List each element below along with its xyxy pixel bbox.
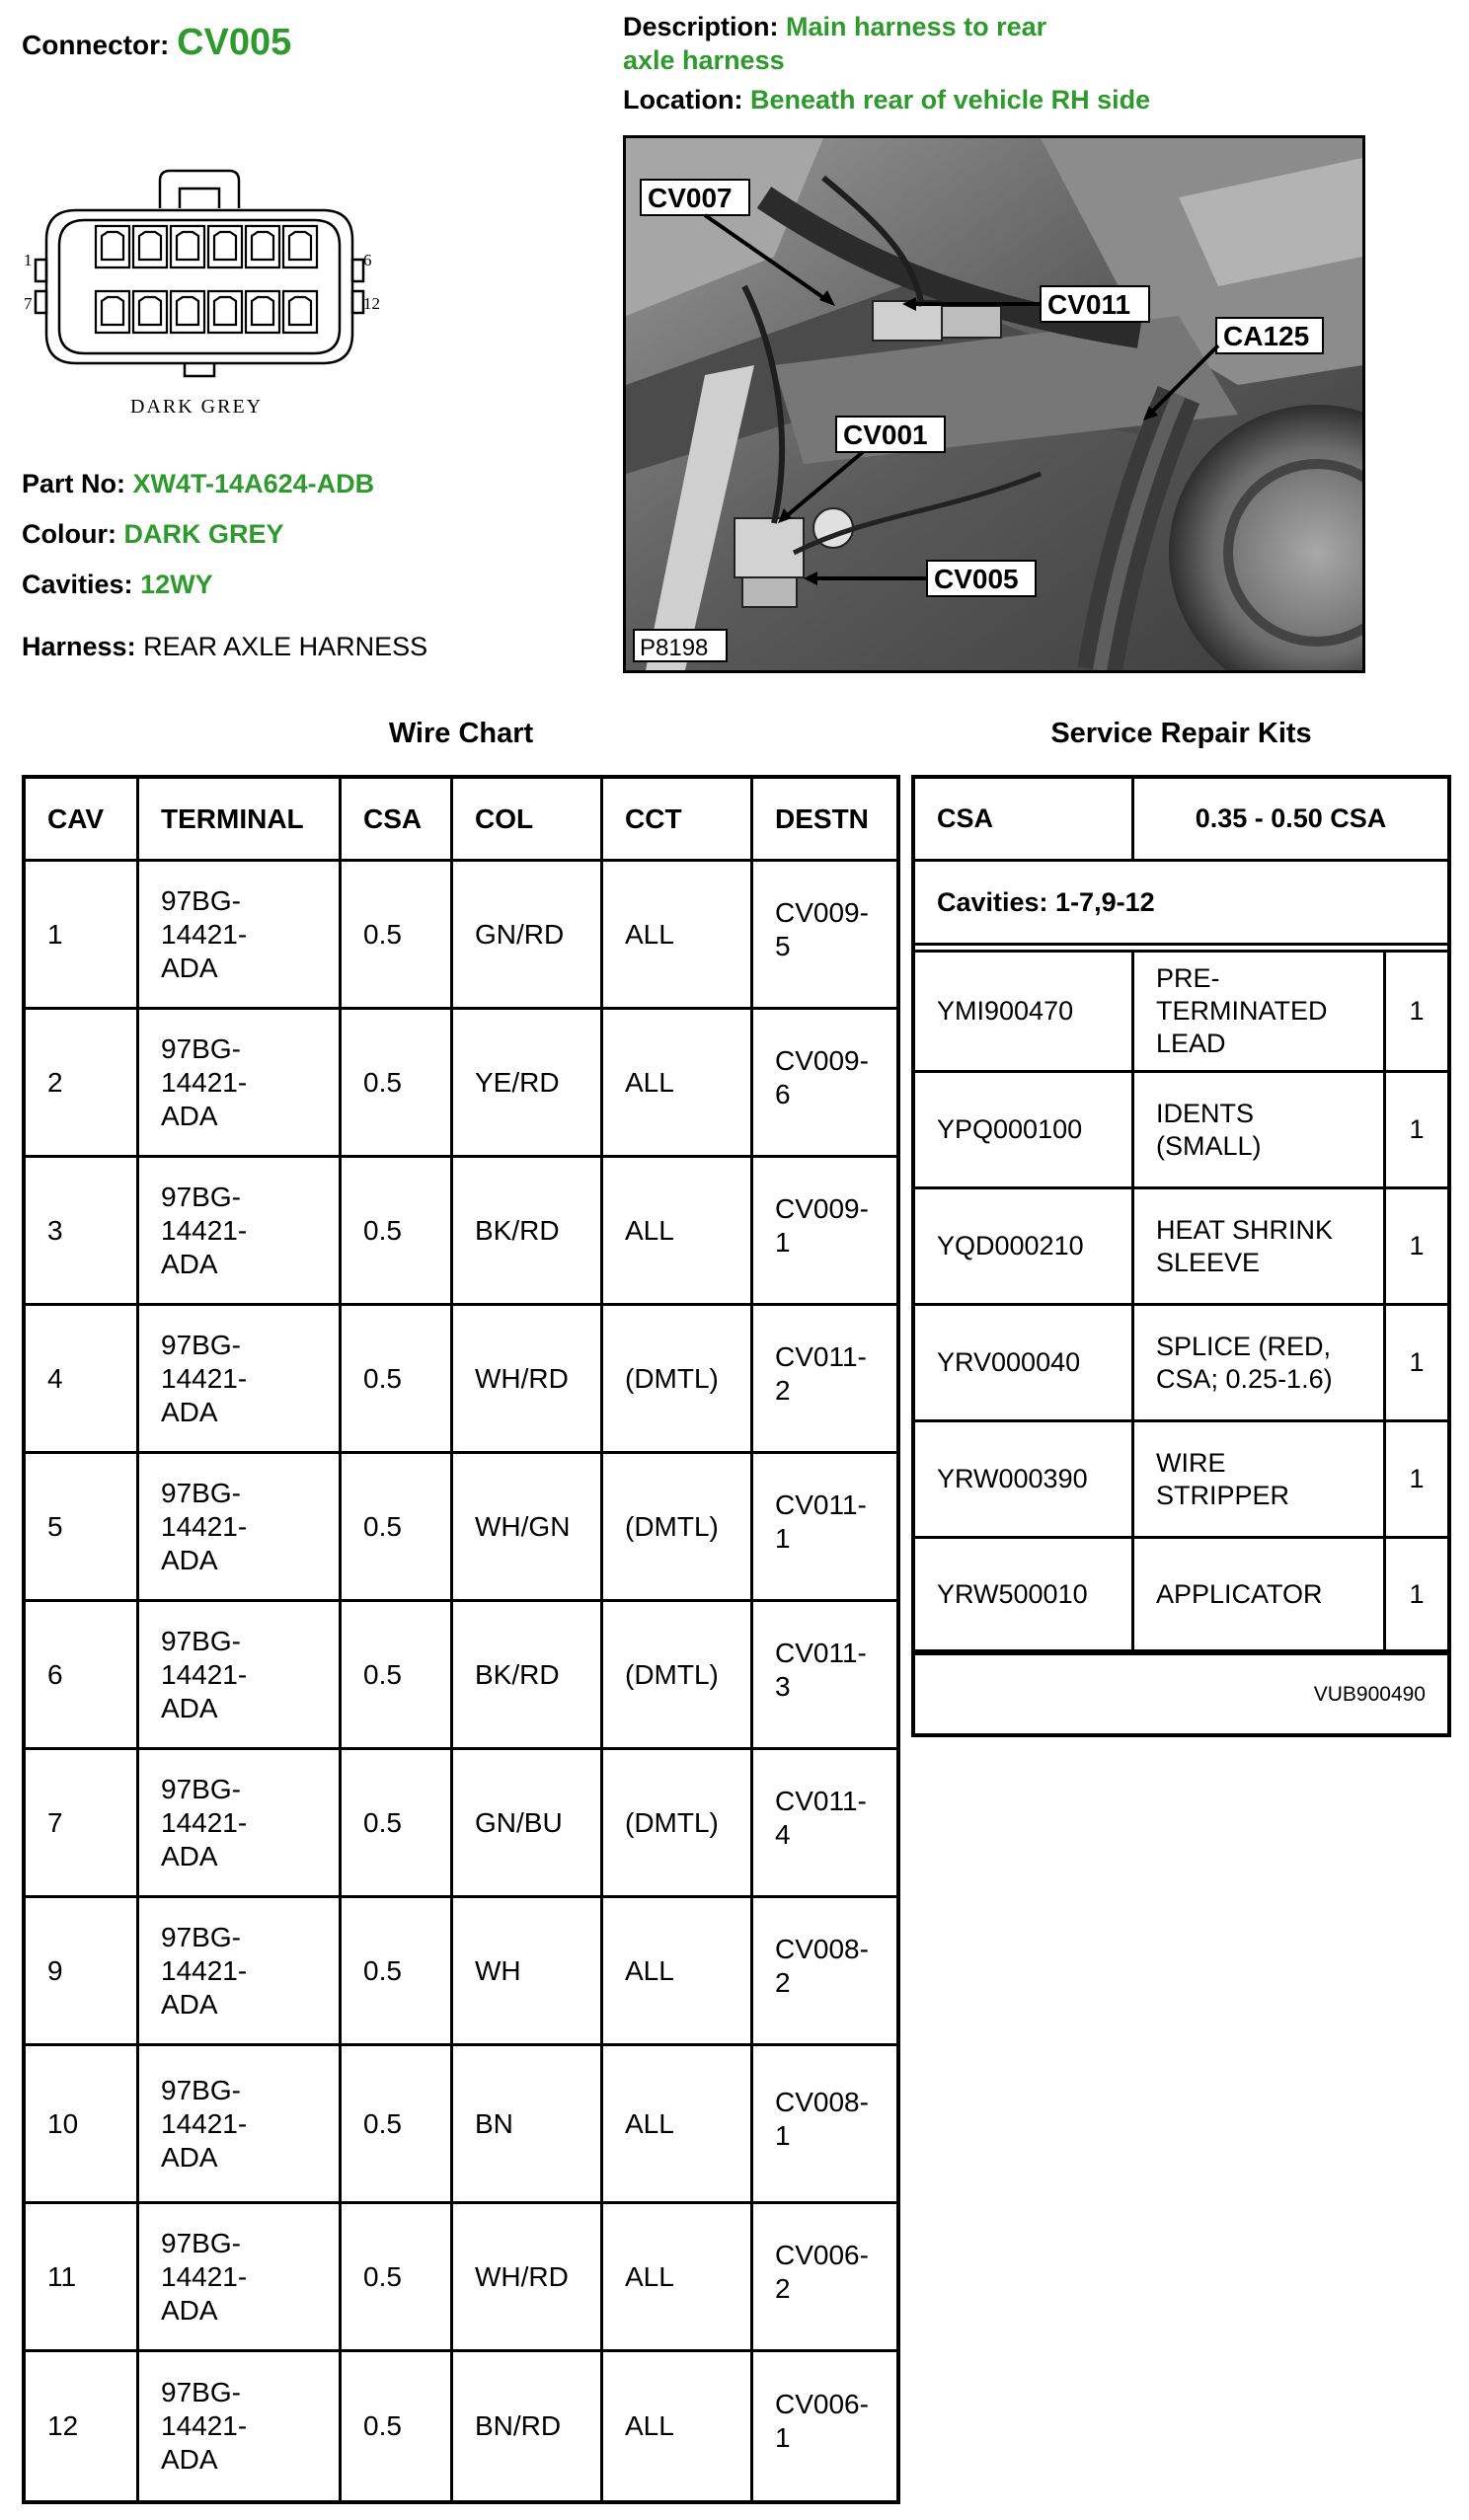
kit-name — [1134, 1189, 1386, 1306]
kit-name-line: SPLICE (RED, — [1156, 1331, 1332, 1361]
connector-cavity — [246, 226, 279, 267]
cell-terminal-line: ADA — [161, 1840, 218, 1871]
cell-terminal-line: 97BG- — [161, 1329, 241, 1360]
cell-cct: (DMTL) — [603, 1454, 753, 1602]
connector-cavity — [208, 226, 242, 267]
callout-cv011: CV011 — [1047, 289, 1131, 320]
wire-chart-row — [26, 1158, 896, 1306]
kit-name-line: TERMINATED — [1156, 996, 1328, 1026]
cell-terminal-line: ADA — [161, 1100, 218, 1131]
cell-terminal-line: 14421- — [161, 1954, 248, 1986]
kits-header-row — [915, 779, 1447, 862]
cell-destn-line: 1 — [775, 2119, 791, 2151]
part-no-label: Part No: — [22, 469, 126, 498]
wire-chart-row — [26, 1750, 896, 1898]
cell-terminal — [139, 1750, 342, 1898]
wire-chart-row — [26, 2046, 896, 2204]
cavities-label: Cavities: — [22, 570, 133, 599]
cell-terminal-line: 14421- — [161, 2107, 248, 2139]
cell-csa: 0.5 — [342, 1898, 453, 2046]
col-header-cct: CCT — [603, 779, 753, 862]
cell-cav: 11 — [26, 2204, 139, 2352]
kit-code: YQD000210 — [915, 1189, 1134, 1306]
connector-id: CV005 — [177, 22, 292, 63]
cell-terminal-line: 14421- — [161, 1510, 248, 1542]
cell-cct: ALL — [603, 862, 753, 1010]
cell-col: GN/BU — [453, 1750, 603, 1898]
cell-cav: 2 — [26, 1010, 139, 1158]
cell-destn-line: 4 — [775, 1818, 791, 1850]
kit-qty: 1 — [1386, 1306, 1447, 1422]
cell-cav: 12 — [26, 2352, 139, 2500]
cell-cav: 6 — [26, 1602, 139, 1750]
kit-qty: 1 — [1386, 1539, 1447, 1652]
connector-face-diagram — [22, 161, 407, 427]
description-text-1: Main harness to rear — [786, 12, 1047, 41]
kit-code: YRW500010 — [915, 1539, 1134, 1652]
cell-col: YE/RD — [453, 1010, 603, 1158]
cell-terminal-line: 97BG- — [161, 1773, 241, 1804]
wire-chart-row — [26, 2352, 896, 2500]
colour-line — [22, 519, 284, 550]
cell-destn — [753, 1010, 896, 1158]
kit-name-line: APPLICATOR — [1156, 1578, 1323, 1609]
wire-chart-header-row — [26, 779, 896, 862]
cell-terminal-line: ADA — [161, 2294, 218, 2326]
kit-ref: VUB900490 — [915, 1652, 1447, 1733]
wire-chart-row — [26, 1306, 896, 1454]
harness-line — [22, 632, 427, 662]
repair-kits-title: Service Repair Kits — [1050, 718, 1312, 749]
cell-terminal-line: 97BG- — [161, 884, 241, 916]
cell-terminal-line: 14421- — [161, 1214, 248, 1246]
cell-cct: ALL — [603, 1158, 753, 1306]
cell-cct: ALL — [603, 2204, 753, 2352]
cell-destn — [753, 1602, 896, 1750]
cell-terminal-line: 14421- — [161, 1806, 248, 1838]
kit-qty: 1 — [1386, 1073, 1447, 1189]
wire-chart-row — [26, 1010, 896, 1158]
connector-cavity — [96, 226, 129, 267]
cell-csa: 0.5 — [342, 862, 453, 1010]
cell-terminal-line: ADA — [161, 1396, 218, 1427]
col-header-csa: CSA — [342, 779, 453, 862]
callout-cv001: CV001 — [843, 420, 928, 450]
cell-terminal — [139, 1158, 342, 1306]
cell-destn-line: CV011- — [775, 1489, 867, 1520]
cell-terminal-line: ADA — [161, 1544, 218, 1575]
kit-name-line: PRE- — [1156, 963, 1220, 993]
cell-destn-line: 1 — [775, 2422, 791, 2453]
col-header-col: COL — [453, 779, 603, 862]
pin-label-7: 7 — [24, 294, 33, 313]
cell-destn-line: 5 — [775, 930, 791, 961]
cell-terminal-line: 97BG- — [161, 1477, 241, 1508]
kit-name-line: (SMALL) — [1156, 1130, 1262, 1161]
cell-cav: 4 — [26, 1306, 139, 1454]
cell-col: BN/RD — [453, 2352, 603, 2500]
cell-destn — [753, 1898, 896, 2046]
cell-terminal — [139, 2046, 342, 2204]
cell-csa: 0.5 — [342, 1750, 453, 1898]
cell-cct: ALL — [603, 2046, 753, 2204]
cell-destn-line: CV006- — [775, 2239, 869, 2270]
wire-chart-row — [26, 1602, 896, 1750]
description — [623, 10, 1176, 77]
cell-destn-line: 2 — [775, 1374, 791, 1406]
cell-destn-line: CV008- — [775, 2086, 869, 2117]
kit-qty: 1 — [1386, 953, 1447, 1073]
cell-terminal-line: 97BG- — [161, 2377, 241, 2407]
kit-name-line: IDENTS — [1156, 1098, 1255, 1128]
cell-col: BN — [453, 2046, 603, 2204]
pin-label-6: 6 — [363, 251, 372, 269]
cell-terminal-line: ADA — [161, 2444, 218, 2475]
cell-terminal-line: 14421- — [161, 2260, 248, 2292]
kits-csa-range: 0.35 - 0.50 CSA — [1134, 779, 1447, 862]
cell-terminal — [139, 2352, 342, 2500]
connector-cavity — [171, 291, 204, 333]
cell-terminal — [139, 1602, 342, 1750]
cell-destn-line: CV009- — [775, 1192, 869, 1224]
kit-qty: 1 — [1386, 1189, 1447, 1306]
cell-destn — [753, 2352, 896, 2500]
kit-name — [1134, 1306, 1386, 1422]
col-header-terminal: TERMINAL — [139, 779, 342, 862]
kits-csa-label: CSA — [915, 779, 1134, 862]
cell-terminal-line: 97BG- — [161, 1181, 241, 1212]
kits-cavities-row — [915, 862, 1447, 943]
kit-name — [1134, 953, 1386, 1073]
cell-cav: 9 — [26, 1898, 139, 2046]
cell-csa: 0.5 — [342, 2204, 453, 2352]
connector-cavity — [283, 226, 317, 267]
cell-terminal — [139, 862, 342, 1010]
cell-destn-line: 1 — [775, 1522, 791, 1554]
connector-cavity — [133, 226, 167, 267]
cell-col: WH/GN — [453, 1454, 603, 1602]
cell-terminal-line: 97BG- — [161, 2227, 241, 2258]
wire-chart-row — [26, 1898, 896, 2046]
cell-cav: 1 — [26, 862, 139, 1010]
cell-destn — [753, 2204, 896, 2352]
cell-destn — [753, 2046, 896, 2204]
cell-destn-line: CV009- — [775, 1044, 869, 1076]
kit-code: YPQ000100 — [915, 1073, 1134, 1189]
colour-label: Colour: — [22, 519, 116, 549]
cell-csa: 0.5 — [342, 2352, 453, 2500]
cell-destn — [753, 1454, 896, 1602]
cell-terminal-line: 97BG- — [161, 1921, 241, 1952]
cell-terminal-line: 14421- — [161, 918, 248, 950]
pin-label-1: 1 — [24, 251, 33, 269]
kit-name — [1134, 1422, 1386, 1539]
kit-name-line: SLEEVE — [1156, 1247, 1261, 1277]
wire-chart-title: Wire Chart — [388, 718, 534, 749]
kit-name-line: CSA; 0.25-1.6) — [1156, 1363, 1333, 1394]
cell-cct: (DMTL) — [603, 1750, 753, 1898]
kit-name — [1134, 1073, 1386, 1189]
cell-destn-line: CV011- — [775, 1785, 867, 1816]
cell-terminal-line: 97BG- — [161, 2074, 241, 2105]
kit-name — [1134, 1539, 1386, 1652]
wire-chart-table — [22, 775, 900, 2504]
cell-cct: (DMTL) — [603, 1306, 753, 1454]
cell-cav: 10 — [26, 2046, 139, 2204]
cell-col: BK/RD — [453, 1602, 603, 1750]
cell-terminal-line: 14421- — [161, 1066, 248, 1098]
cell-destn — [753, 1158, 896, 1306]
cell-terminal-line: 14421- — [161, 2410, 248, 2441]
cell-destn — [753, 1750, 896, 1898]
cell-cct: ALL — [603, 1898, 753, 2046]
cell-csa: 0.5 — [342, 1602, 453, 1750]
kit-row — [915, 1306, 1447, 1422]
pin-label-12: 12 — [363, 294, 380, 313]
connector-cavity — [208, 291, 242, 333]
cell-destn-line: CV009- — [775, 896, 869, 928]
cell-terminal-line: 14421- — [161, 1362, 248, 1394]
kit-row — [915, 1422, 1447, 1539]
kit-name-line: HEAT SHRINK — [1156, 1214, 1334, 1245]
cell-cct: ALL — [603, 2352, 753, 2500]
cell-terminal — [139, 1010, 342, 1158]
cell-csa: 0.5 — [342, 1010, 453, 1158]
cell-cav: 3 — [26, 1158, 139, 1306]
connector-cavity — [246, 291, 279, 333]
kit-ref-row — [915, 1652, 1447, 1733]
cell-csa: 0.5 — [342, 1158, 453, 1306]
kit-name-line: LEAD — [1156, 1029, 1226, 1058]
kit-code: YMI900470 — [915, 953, 1134, 1073]
cell-col: GN/RD — [453, 862, 603, 1010]
cavities-line — [22, 570, 213, 600]
connector-cavity — [171, 226, 204, 267]
cell-col: BK/RD — [453, 1158, 603, 1306]
description-text-2: axle harness — [623, 45, 785, 75]
cell-col: WH — [453, 1898, 603, 2046]
kit-qty: 1 — [1386, 1422, 1447, 1539]
cell-destn-line: CV011- — [775, 1340, 867, 1372]
cell-terminal-line: ADA — [161, 1988, 218, 2020]
kit-row — [915, 953, 1447, 1073]
cell-cct: (DMTL) — [603, 1602, 753, 1750]
wire-chart-row — [26, 2204, 896, 2352]
cell-cav: 5 — [26, 1454, 139, 1602]
cell-cav: 7 — [26, 1750, 139, 1898]
callout-cv005: CV005 — [934, 564, 1019, 594]
cell-terminal-line: ADA — [161, 952, 218, 983]
kit-name-line: STRIPPER — [1156, 1480, 1290, 1510]
part-no-line — [22, 469, 374, 499]
cell-destn — [753, 862, 896, 1010]
wire-chart-row — [26, 1454, 896, 1602]
kit-code: YRV000040 — [915, 1306, 1134, 1422]
cavities-value: 12WY — [140, 570, 213, 599]
col-header-destn: DESTN — [753, 779, 896, 862]
connector-cavity — [283, 291, 317, 333]
cell-terminal-line: 97BG- — [161, 1032, 241, 1064]
cell-destn-line: 1 — [775, 1226, 791, 1258]
kit-code: YRW000390 — [915, 1422, 1134, 1539]
location-photo — [623, 135, 1365, 673]
cell-cct: ALL — [603, 1010, 753, 1158]
cell-destn-line: 2 — [775, 2272, 791, 2304]
cell-csa: 0.5 — [342, 2046, 453, 2204]
photo-ref: P8198 — [640, 635, 709, 661]
cell-terminal-line: ADA — [161, 2141, 218, 2173]
cell-terminal — [139, 1454, 342, 1602]
harness-label: Harness: — [22, 632, 136, 661]
cell-destn-line: CV008- — [775, 1933, 869, 1964]
cell-destn — [753, 1306, 896, 1454]
connector-title — [22, 22, 291, 64]
kits-cavities-note: Cavities: 1-7,9-12 — [937, 886, 1155, 917]
cell-terminal — [139, 2204, 342, 2352]
wire-chart-row — [26, 862, 896, 1010]
part-no-value: XW4T-14A624-ADB — [132, 469, 375, 498]
callout-cv007: CV007 — [648, 183, 733, 213]
colour-value: DARK GREY — [123, 519, 284, 549]
repair-kits-table — [911, 775, 1451, 1737]
cell-destn-line: 2 — [775, 1966, 791, 1998]
cell-terminal-line: 14421- — [161, 1658, 248, 1690]
cell-csa: 0.5 — [342, 1454, 453, 1602]
cell-terminal-line: ADA — [161, 1248, 218, 1279]
cell-terminal-line: ADA — [161, 1692, 218, 1723]
location-text: Beneath rear of vehicle RH side — [750, 85, 1151, 115]
kit-row — [915, 1073, 1447, 1189]
cell-terminal-line: 97BG- — [161, 1625, 241, 1656]
location — [623, 85, 1150, 115]
cell-col: WH/RD — [453, 2204, 603, 2352]
cell-col: WH/RD — [453, 1306, 603, 1454]
cell-csa: 0.5 — [342, 1306, 453, 1454]
description-label: Description: — [623, 12, 779, 41]
cell-destn-line: CV011- — [775, 1637, 867, 1668]
callout-ca125: CA125 — [1223, 321, 1310, 351]
location-label: Location: — [623, 85, 743, 115]
cell-terminal — [139, 1898, 342, 2046]
cell-destn-line: CV006- — [775, 2389, 869, 2419]
cell-terminal — [139, 1306, 342, 1454]
connector-label: Connector: — [22, 30, 170, 60]
cell-destn-line: 3 — [775, 1670, 791, 1702]
kit-row — [915, 1539, 1447, 1652]
diagram-colour-label: DARK GREY — [130, 396, 264, 418]
kits-spacer — [915, 943, 1447, 953]
kit-row — [915, 1189, 1447, 1306]
cell-destn-line: 6 — [775, 1078, 791, 1109]
harness-value: REAR AXLE HARNESS — [143, 632, 428, 661]
connector-cavity — [133, 291, 167, 333]
col-header-cav: CAV — [26, 779, 139, 862]
kit-name-line: WIRE — [1156, 1447, 1226, 1478]
connector-cavity — [96, 291, 129, 333]
